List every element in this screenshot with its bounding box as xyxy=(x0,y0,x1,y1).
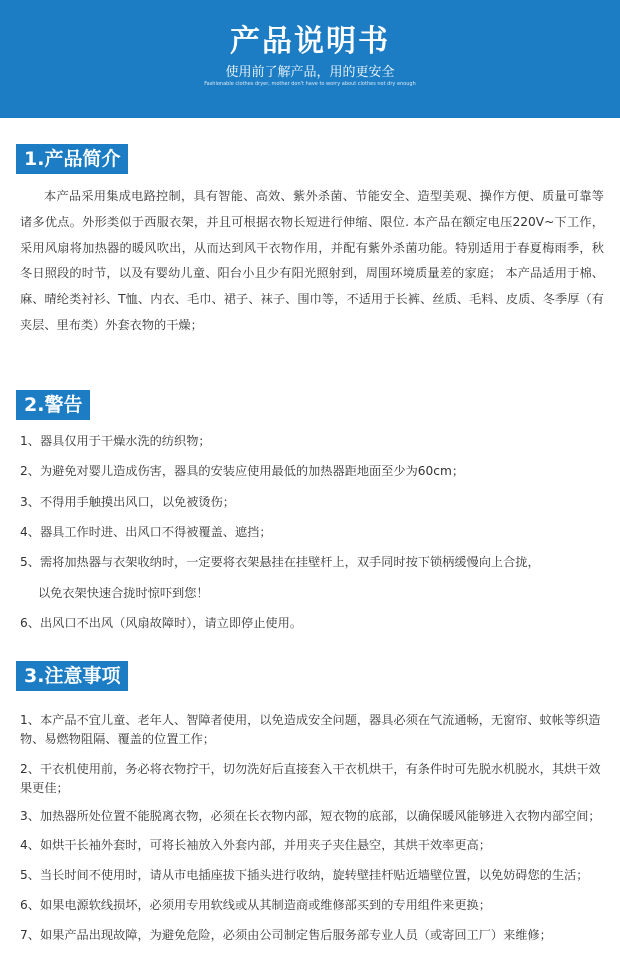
intro-paragraph: 本产品采用集成电路控制，具有智能、高效、紫外杀菌、节能安全、造型美观、操作方便、质量可靠等诸多优点。外形类似于西服衣架，并且可根据衣物长短进行伸缩、限位. 本产品在额定电压220V~下工作，采用风扇将加热器的暖风吹出，从而达到风干衣物作用，并配有紫外杀菌功能。特别适用于春夏梅雨季，秋冬日照段的时节，以及有婴幼儿童、阳台小且少有阳光照射到，周围环境质量差的家庭； 本产品适用于棉、麻、晴纶类衬衫、T恤、内衣、毛巾、裙子、袜子、围巾等，不适用于长裤、丝质、毛料、皮质、冬季厚（有夹层、里布类）外套衣物的干燥； xyxy=(20,189,604,332)
note-item-3: 3、加热器所处位置不能脱离衣物，必须在长衣物内部，短衣物的底部，以确保暖风能够进入衣物内部空间； xyxy=(20,809,601,823)
page-tagline: Fashionable clothes dryer, mother don't have to worry about clothes not dry enough xyxy=(204,81,416,87)
warning-item-5-continued: 以免衣架快速合拢时惊吓到您！ xyxy=(38,586,209,600)
section-title-notes: 3.注意事项 xyxy=(16,661,128,691)
note-item-2: 2、干衣机使用前，务必将衣物拧干，切勿洗好后直接套入干衣机烘干，有条件时可先脱水机脱水，其烘干效果更佳； xyxy=(20,762,601,795)
warning-item-3: 3、不得用手触摸出风口，以免被烫伤； xyxy=(20,495,235,509)
warning-item-2: 2、为避免对婴儿造成伤害，器具的安装应使用最低的加热器距地面至少为60cm； xyxy=(20,464,465,478)
note-item-7: 7、如果产品出现故障，为避免危险，必须由公司制定售后服务部专业人员（或寄回工厂）来维修； xyxy=(20,928,552,942)
warning-item-1: 1、器具仅用于干燥水洗的纺织物； xyxy=(20,434,211,448)
page-subtitle: 使用前了解产品，用的更安全 xyxy=(225,65,395,80)
note-item-1: 1、本产品不宜儿童、老年人、智障者使用，以免造成安全问题，器具必须在气流通畅，无窗帘、蚊帐等织造物、易燃物阻隔、覆盖的位置工作； xyxy=(20,713,601,746)
warning-item-5: 5、需将加热器与衣架收纳时，一定要将衣架悬挂在挂壁杆上，双手同时按下锁柄缓慢向上合拢， xyxy=(20,555,540,569)
note-item-5: 5、当长时间不使用时，请从市电插座拔下插头进行收纳，旋转壁挂杆贴近墙壁位置，以免妨碍您的生活； xyxy=(20,868,589,882)
page-title: 产品说明书 xyxy=(230,24,390,59)
warning-item-4: 4、器具工作时进、出风口不得被覆盖、遮挡； xyxy=(20,525,272,539)
section-title-warning: 2.警告 xyxy=(16,390,90,420)
note-item-4: 4、如烘干长袖外套时，可将长袖放入外套内部，并用夹子夹住悬空，其烘干效率更高； xyxy=(20,838,491,852)
header-banner xyxy=(0,0,620,118)
note-item-6: 6、如果电源软线损坏，必须用专用软线或从其制造商或维修部买到的专用组件来更换； xyxy=(20,898,491,912)
section-title-intro: 1.产品简介 xyxy=(16,144,128,174)
warning-item-6: 6、出风口不出风（风扇故障时），请立即停止使用。 xyxy=(20,616,302,630)
